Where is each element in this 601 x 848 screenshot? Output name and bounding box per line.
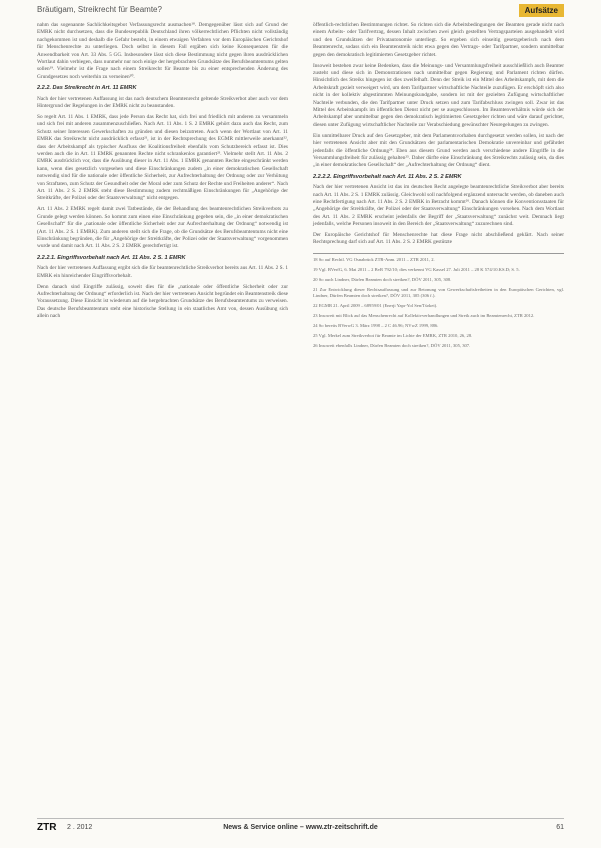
footnote: 19 Vgl. BVerfG, 6. Mai 2011 – 2 BvR 792/10; dies verkennt VG Kassel 27. Juli 2011 – 28 K 574/10.KS.D; S. 5.	[313, 266, 520, 272]
paragraph: Ein unmittelbarer Druck auf den Gesetzgeber, mit dem Parlamentsvorhaben durchgesetzt werden sollen, ist nach der hier vertretenen Ansicht aber mit den Grundsätzen der parlamentarischen Demokratie unvereinbar und gefährdet jedenfalls die öffentliche Ordnung²⁴. Eben aus diesem Grund werden auch verschiedene andere Eingriffe in die Versammlungsfreiheit für zulässig gehalten²⁵. Daher dürfte eine Einschränkung des Streikrechts zulässig sein, da dies „in einer demokratischen Gesellschaft“ der „Aufrechterhaltung der Ordnung“ dient.	[313, 132, 564, 169]
page-footer	[37, 818, 564, 836]
journal-logo: ZTR	[37, 822, 57, 833]
footnote: 21 Zur Entwicklung dieser Rechtsauffassung und zur Betonung von Gewerkschaftsfreiheiten in den Europäischen Gerichten, vgl. Lindner, Dürfen Beamten doch streiken?, DÖV 2011, 305 (306 f.).	[313, 286, 564, 298]
section-heading: 2.2.2.1. Eingriffsvorbehalt nach Art. 11 Abs. 2 S. 1 EMRK	[37, 254, 186, 261]
paragraph: Nach der hier vertretenen Auffassung ist das nach deutschem Beamtenrecht geltende Streikverbot aber auch vor dem Hintergrund der Regelungen in der EMRK nicht zu beanstanden.	[37, 95, 288, 110]
paragraph: Art. 11 Abs. 2 EMRK regelt damit zwei Tatbestände, die der Behandlung des beamtenrechtlichen Streikverbots zu Grunde gelegt werden können. So kommt zum einen eine Einschränkung gegeben sein, die „in einer demokratischen Gesellschaft“ für die „nationale oder öffentliche Sicherheit oder zur Aufrechterhaltung der Ordnung“ notwendig ist (Art. 11 Abs. 2 S. 1 EMRK). Zum anderen stellt sich die Frage, ob die Grundsätze des Berufsbeamtentums nicht eine Einschränkung begründen, die für „Angehörige der Streitkräfte, der Polizei oder der Staatsverwaltung“ vorgenommen wurde und damit nach Art. 11 Abs. 2 S. 2 EMRK gerechtfertigt ist.	[37, 206, 288, 250]
paragraph: Der Europäische Gerichtshof für Menschenrechte hat diese Frage nicht abschließend geklärt. Nach seiner Rechtsprechung darf sich auf Art. 11 Abs. 2 S. 2 EMRK gestützte	[313, 232, 564, 246]
footnote: 23 Insoweit mit Blick auf das Menschenrecht auf Kollektivverhandlungen und Streik auch im Beamtenrecht, ZTR 2012.	[313, 312, 535, 318]
paragraph: Nach der hier vertretenen Auffassung ergibt sich die für beamtenrechtliche Streikverbot bereits aus Art. 11 Abs. 2 S. 1 EMRK ein hinreichender Eingriffsvorbehalt.	[37, 265, 288, 279]
page-number: 61	[556, 824, 564, 831]
section-heading: 2.2.2.2. Eingriffsvorbehalt nach Art. 11 Abs. 2 S. 2 EMRK	[313, 173, 462, 180]
footnote: 25 Vgl. Merkel zum Streikverbot für Beamte im Lichte der EMRK, ZTR 2010, 26, 28.	[313, 332, 473, 338]
issue-number: 2 . 2012	[67, 824, 93, 831]
left-column	[37, 22, 288, 324]
paragraph: Insoweit bestehen zwar keine Bedenken, dass die Meinungs- und Versammlungsfreiheit ausschließlich auch Beamter zusteht und diese sich in Demonstrationen nach unmittelbar gegen Regierung und Parlament richten dürfen. Hinsichtlich des Streiks hingegen ist dies zweifelhaft. Denn der Streik ist ein Mittel des Arbeitskampfs, mit dem die Arbeitskraft gezielt verweigert wird, um dem Tarifpartner wirtschaftliche Nachteile zuzufügen. Er erschöpft sich also nicht in der kollektiv abgestimmten Meinungskundgabe, sondern ist mit der gezielten Zufügung wirtschaftlicher Nachteile verbunden, die den Tarifpartner unter Druck setzen und zum Tarifabschluss zwingen soll. Zwar ist das Mittel des Arbeitskampfs im öffentlichen Dienst nicht per se ausgeschlossen. Im Beamtenverhältnis würde sich der Arbeitskampf aber unmittelbar gegen den demokratisch legitimierten Gesetzgeber richten und wäre darauf gerichtet, diesen unter Zufügung wirtschaftlicher Nachteile zur Verabschiedung gewünschter Neuregelungen zu zwingen.	[313, 62, 564, 128]
footnote: 18 So auf Rechtl. VG Osnabrück ZTR-Anm. 2011 – ZTR 2011, 2.	[313, 256, 435, 262]
footnote: 20 So auch Lindner, Dürfen Beamten doch streiken?, DÖV 2011, 305, 308.	[313, 276, 452, 282]
footnote: 24 So bereits BVerwG 3. März 1998 – 2 C 46.96; NVwZ 1999, 886.	[313, 322, 439, 328]
paragraph: öffentlich-rechtlichen Bestimmungen richtet. So richten sich die Arbeitsbedingungen der Beamten gerade nicht nach einem Arbeits- oder Tarifvertrag, dessen Inhalt zwischen zwei gleich gestellten Vertragsparteien ausgehandelt wird und den Grundsätzen der Privatautonomie unterliegt. So ergeben sich einseitig gesetzgeberisch nach dem Beamtenrecht, sodass sich ein Beamtenstreik nicht etwa gegen den Vertrags- oder Tarifpartner, sondern unmittelbar gegen den demokratisch legitimierten Gesetzgeber richtet.	[313, 22, 564, 58]
paragraph: Nach der hier vertretenen Ansicht ist das im deutschen Recht angelegte beamtenrechtliche Streikverbot aber bereits nach Art. 11 Abs. 2 S. 1 EMRK zulässig. Gleichwohl soll nachfolgend ergänzend untersucht werden, ob daneben auch eine Rechtfertigung nach Art. 11 Abs. 2 S. 2 EMRK in Betracht kommt²⁶. Danach können die Konventionsstaaten für „Angehörige der Streitkräfte, der Polizei oder der Staatsverwaltung“ Einschränkungen vorsehen. Nach dem Wortlaut des Art. 11 Abs. 2 EMRK erscheint jedenfalls der Begriff der „Staatsverwaltung“ zunächst weit. Demnach liegt jedenfalls, welche Personen insoweit in den Bereich der „Staatsverwaltung“ zuzurechnen sind.	[313, 184, 564, 228]
paragraph: Denn danach sind Eingriffe zulässig, soweit dies für die „nationale oder öffentliche Sicherheit oder zur Aufrechterhaltung der Ordnung“ erforderlich ist. Nach der hier vertretenen Ansicht begründet ein Beamtenstreik diese Voraussetzung. Diese Einsicht ist wiederum auf die hergebrachten Grundsätze des Berufsbeamtentums zu verweisen. Das deutsche Berufsbeamtentum steht eine historische Stellung in ein staatliches Amt von, dessen Ausübung sich allein nach	[37, 283, 288, 320]
running-header	[37, 4, 564, 18]
footnote: 22 EGMR 21. April 2009 – 68959/01 (Enerji Yapı-Yol Sen/Türkei).	[313, 302, 438, 308]
footnotes	[313, 253, 564, 349]
section-heading: 2.2.2. Das Streikrecht in Art. 11 EMRK	[37, 85, 137, 92]
footnote: 26 Insoweit ebenfalls Lindner, Dürfen Beamten doch streiken?, DÖV 2011, 305, 307.	[313, 342, 471, 348]
paragraph: nahm das sogenannte Sachlichkeitsgebot Verfassungsrecht ausmachen¹⁸. Demgegenüber lässt sich auf Grund der EMRK nicht durchsetzen, dass die Bundesrepublik Deutschland ihren völkerrechtlichen Pflichten nicht vollständig nachgekommen ist und deshalb die Gefahr besteht, in einem etwaigen Verfahren vor dem Europäischen Gerichtshof für Menschenrechte zu unterliegen. Doch selbst in diesem Fall ergäben sich keine Konsequenzen für die Anwendbarkeit von Art. 33 Abs. 5 GG. Insbesondere lässt sich diese Bestimmung nicht gegen ihren ausdrücklichen Wortlaut dahin verbiegen, dass nunmehr nur noch einige der hergebrachten Grundsätze des Berufsbeamtentums gelten sollen¹⁹. Vielmehr ist die Frage nach einem Streikrecht für Beamte bis zu einer entsprechenden Änderung des Grundgesetzes noch weiterhin zu verneinen²⁰.	[37, 22, 288, 80]
website-line: News & Service online – www.ztr-zeitschrift.de	[223, 824, 378, 831]
right-column	[313, 22, 564, 352]
section-tag: Aufsätze	[519, 4, 564, 17]
running-title: Bräutigam, Streikrecht für Beamte?	[37, 5, 162, 14]
paragraph: So regelt Art. 11 Abs. 1 EMRK, dass jede Person das Recht hat, sich frei und friedlich mit anderen zu versammeln und sich frei mit anderen zusammenzuschließen. Nach Art. 11 Abs. 1 S. 2 EMRK gehört dazu auch das Recht, zum Schutz seiner Interessen Gewerkschaften zu gründen und diesen beizutreten. Auch wenn der Wortlaut von Art. 11 EMRK das Streikrecht nicht ausdrücklich erfasst²¹, ist in der Rechtsprechung des EGMR mittlerweile anerkannt²², dass der Arbeitskampf als typischer Ausfluss der Koalitionsfreiheit ebenfalls vom Schutzbereich erfasst ist. Dies werden auch die in Art. 11 EMRK genannten Rechte nicht schrankenlos garantiert²³. Vielmehr stellt Art. 11 Abs. 2 EMRK ausdrücklich vor, dass die Ausübung dieser in Art. 11 Abs. 1 EMRK genannten Rechte eingeschränkt werden kann, wenn dies gesetzlich vorgesehen und diese Einschränkungen zudem „in einer demokratischen Gesellschaft notwendig sind für die nationale oder öffentliche Sicherheit, zur Aufrechterhaltung der Ordnung oder zur Verhütung von Straftaten, zum Schutz der Gesundheit oder der Moral oder zum Schutz der Rechte und Freiheiten anderer“. Nach Art. 11 Abs. 2 S. 2 EMRK steht diese Bestimmung zudem rechtmäßigen Einschränkungen für „Angehörige der Streitkräfte, der Polizei oder der Staatsverwaltung“ nicht entgegen.	[37, 113, 288, 202]
